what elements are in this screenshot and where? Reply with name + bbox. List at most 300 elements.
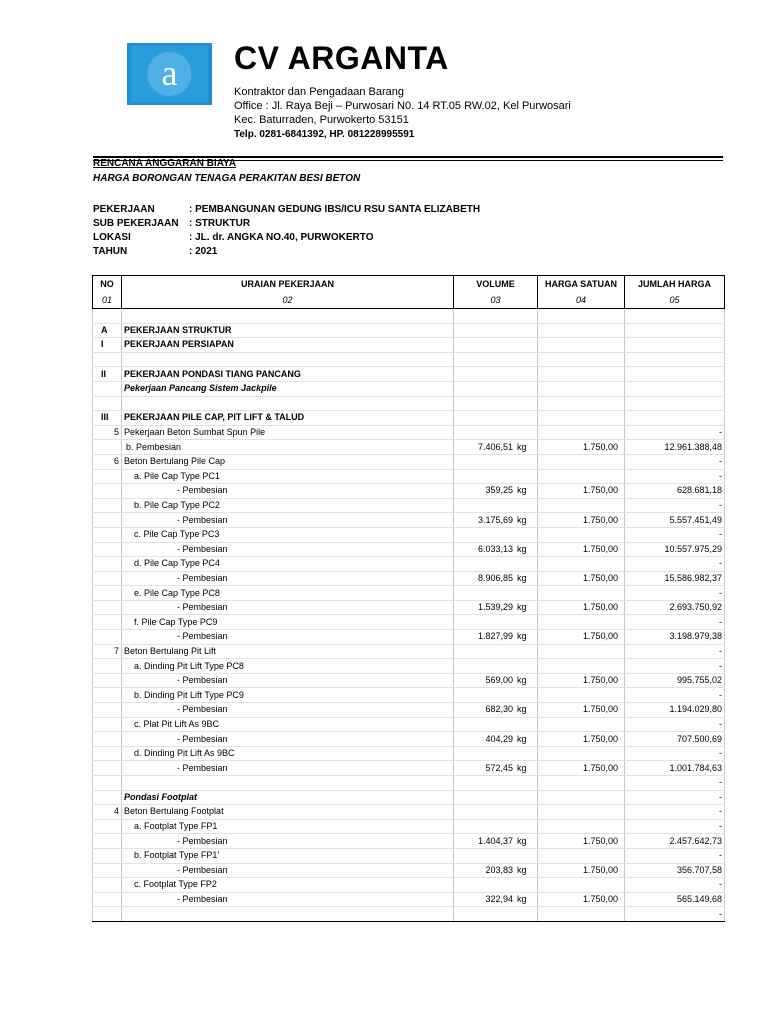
volume-value: 3.175,69 xyxy=(477,514,513,525)
project-info xyxy=(93,203,480,259)
table-row xyxy=(93,892,725,907)
cell-jumlah-harga: - xyxy=(625,746,725,761)
cell-volume xyxy=(454,571,538,586)
cell-uraian: Beton Bertulang Footplat xyxy=(122,805,454,820)
cell-volume xyxy=(454,381,538,396)
volume-value: 6.033,13 xyxy=(477,543,513,554)
code-jumlah-harga: 05 xyxy=(625,294,725,309)
cell-uraian: - Pembesian xyxy=(122,571,454,586)
cell-volume xyxy=(454,557,538,572)
table-row xyxy=(93,367,725,382)
logo-letter: a xyxy=(161,53,178,93)
cell-volume xyxy=(454,761,538,776)
table-row xyxy=(93,659,725,674)
cell-no: II xyxy=(93,367,122,382)
cell-no xyxy=(93,776,122,791)
table-row xyxy=(93,454,725,469)
cell-jumlah-harga: - xyxy=(625,688,725,703)
volume-value: 682,30 xyxy=(485,704,513,715)
cell-uraian: d. Pile Cap Type PC4 xyxy=(122,557,454,572)
cell-harga-satuan xyxy=(538,411,625,426)
cell-no xyxy=(93,673,122,688)
cell-jumlah-harga: - xyxy=(625,498,725,513)
table-row xyxy=(93,644,725,659)
cell-no xyxy=(93,440,122,455)
cell-no xyxy=(93,878,122,893)
volume-value: 572,45 xyxy=(485,762,513,773)
cell-uraian: - Pembesian xyxy=(122,673,454,688)
volume-unit: kg xyxy=(517,485,527,496)
cell-uraian: - Pembesian xyxy=(122,630,454,645)
cell-volume xyxy=(454,688,538,703)
cell-jumlah-harga: - xyxy=(625,644,725,659)
cell-no xyxy=(93,542,122,557)
cell-jumlah-harga: - xyxy=(625,717,725,732)
cell-harga-satuan: 1.750,00 xyxy=(538,600,625,615)
cell-jumlah-harga xyxy=(625,309,725,324)
table-row xyxy=(93,834,725,849)
cell-no xyxy=(93,907,122,922)
table-row xyxy=(93,746,725,761)
cell-jumlah-harga: - xyxy=(625,586,725,601)
cell-jumlah-harga: - xyxy=(625,776,725,791)
cell-harga-satuan xyxy=(538,717,625,732)
cell-volume xyxy=(454,425,538,440)
cell-uraian: - Pembesian xyxy=(122,600,454,615)
volume-unit: kg xyxy=(517,543,527,554)
cell-jumlah-harga: 2.693.750,92 xyxy=(625,600,725,615)
volume-unit: kg xyxy=(517,835,527,846)
cell-harga-satuan xyxy=(538,338,625,353)
volume-value: 203,83 xyxy=(485,864,513,875)
cell-harga-satuan: 1.750,00 xyxy=(538,484,625,499)
volume-value: 8.906,85 xyxy=(477,572,513,583)
cell-no xyxy=(93,761,122,776)
cell-jumlah-harga: 3.198.979,38 xyxy=(625,630,725,645)
cell-uraian: - Pembesian xyxy=(122,484,454,499)
cell-volume xyxy=(454,338,538,353)
cell-volume xyxy=(454,703,538,718)
cell-no xyxy=(93,717,122,732)
cell-jumlah-harga: 356.707,58 xyxy=(625,863,725,878)
table-row xyxy=(93,440,725,455)
table-row xyxy=(93,352,725,367)
cell-uraian xyxy=(122,907,454,922)
table-row xyxy=(93,863,725,878)
cell-uraian: c. Pile Cap Type PC3 xyxy=(122,527,454,542)
cell-no xyxy=(93,527,122,542)
cell-uraian: PEKERJAAN PONDASI TIANG PANCANG xyxy=(122,367,454,382)
cell-harga-satuan xyxy=(538,352,625,367)
volume-unit: kg xyxy=(517,675,527,686)
cell-harga-satuan xyxy=(538,776,625,791)
cell-no xyxy=(93,469,122,484)
cell-volume xyxy=(454,309,538,324)
cell-no xyxy=(93,688,122,703)
cell-uraian: a. Footplat Type FP1 xyxy=(122,819,454,834)
cell-volume xyxy=(454,848,538,863)
cell-no xyxy=(93,381,122,396)
code-harga-satuan: 04 xyxy=(538,294,625,309)
volume-unit: kg xyxy=(517,894,527,905)
cell-volume xyxy=(454,892,538,907)
cell-volume xyxy=(454,746,538,761)
volume-value: 404,29 xyxy=(485,733,513,744)
table-row xyxy=(93,688,725,703)
cell-no xyxy=(93,790,122,805)
cell-jumlah-harga: 707.500,69 xyxy=(625,732,725,747)
cell-no xyxy=(93,834,122,849)
cell-volume xyxy=(454,484,538,499)
cell-jumlah-harga xyxy=(625,352,725,367)
cell-volume xyxy=(454,732,538,747)
cell-uraian: - Pembesian xyxy=(122,513,454,528)
cell-jumlah-harga: - xyxy=(625,805,725,820)
cell-no: III xyxy=(93,411,122,426)
document-title: RENCANA ANGGARAN BIAYA xyxy=(93,158,236,169)
cell-no xyxy=(93,309,122,324)
cell-volume xyxy=(454,600,538,615)
cell-uraian: PEKERJAAN PILE CAP, PIT LIFT & TALUD xyxy=(122,411,454,426)
contact-line: Telp. 0281-6841392, HP. 081228995591 xyxy=(234,129,415,140)
header-jumlah-harga: JUMLAH HARGA xyxy=(625,276,725,294)
cell-uraian: - Pembesian xyxy=(122,892,454,907)
cell-volume xyxy=(454,673,538,688)
table-row xyxy=(93,498,725,513)
cell-no xyxy=(93,571,122,586)
cell-volume xyxy=(454,615,538,630)
table-row xyxy=(93,805,725,820)
cell-volume xyxy=(454,498,538,513)
cell-harga-satuan xyxy=(538,498,625,513)
cell-harga-satuan xyxy=(538,396,625,411)
cell-jumlah-harga xyxy=(625,411,725,426)
info-row-lokasi: LOKASI : JL. dr. ANGKA NO.40, PURWOKERTO xyxy=(93,232,374,243)
cell-jumlah-harga: - xyxy=(625,790,725,805)
cell-uraian: - Pembesian xyxy=(122,863,454,878)
cell-uraian: b. Dinding Pit Lift Type PC9 xyxy=(122,688,454,703)
table-row xyxy=(93,338,725,353)
cell-harga-satuan xyxy=(538,907,625,922)
cell-volume xyxy=(454,352,538,367)
cell-no: 5 xyxy=(93,425,122,440)
table-row xyxy=(93,309,725,324)
cell-harga-satuan xyxy=(538,848,625,863)
cell-harga-satuan xyxy=(538,367,625,382)
address-line-3: Kec. Baturraden, Purwokerto 53151 xyxy=(234,114,409,126)
cell-no xyxy=(93,600,122,615)
cell-no xyxy=(93,557,122,572)
table-row xyxy=(93,776,725,791)
cell-harga-satuan xyxy=(538,819,625,834)
cell-harga-satuan xyxy=(538,454,625,469)
cell-harga-satuan xyxy=(538,425,625,440)
cell-uraian: Beton Bertulang Pit Lift xyxy=(122,644,454,659)
cell-jumlah-harga: - xyxy=(625,907,725,922)
cell-volume xyxy=(454,469,538,484)
table-row xyxy=(93,513,725,528)
cell-volume xyxy=(454,819,538,834)
cell-harga-satuan xyxy=(538,557,625,572)
cell-uraian xyxy=(122,309,454,324)
cell-uraian: b. Pile Cap Type PC2 xyxy=(122,498,454,513)
table-row xyxy=(93,323,725,338)
cell-jumlah-harga: - xyxy=(625,425,725,440)
cell-harga-satuan: 1.750,00 xyxy=(538,892,625,907)
cell-jumlah-harga: - xyxy=(625,527,725,542)
cell-jumlah-harga: 565.149,68 xyxy=(625,892,725,907)
table-row xyxy=(93,703,725,718)
cell-volume xyxy=(454,644,538,659)
volume-value: 569,00 xyxy=(485,675,513,686)
cell-harga-satuan: 1.750,00 xyxy=(538,542,625,557)
cell-no xyxy=(93,746,122,761)
cell-no xyxy=(93,732,122,747)
cell-jumlah-harga: 995.755,02 xyxy=(625,673,725,688)
table-row xyxy=(93,484,725,499)
cell-uraian: b. Pembesian xyxy=(122,440,454,455)
cell-no xyxy=(93,892,122,907)
cell-uraian: f. Pile Cap Type PC9 xyxy=(122,615,454,630)
cell-no xyxy=(93,484,122,499)
cell-harga-satuan xyxy=(538,469,625,484)
cell-volume xyxy=(454,440,538,455)
table-row xyxy=(93,819,725,834)
cell-uraian: a. Dinding Pit Lift Type PC8 xyxy=(122,659,454,674)
code-uraian: 02 xyxy=(122,294,454,309)
table-row xyxy=(93,848,725,863)
cell-volume xyxy=(454,542,538,557)
table-row xyxy=(93,761,725,776)
cell-no xyxy=(93,848,122,863)
table-row xyxy=(93,586,725,601)
cell-jumlah-harga: 5.557.451,49 xyxy=(625,513,725,528)
code-volume: 03 xyxy=(454,294,538,309)
volume-unit: kg xyxy=(517,864,527,875)
volume-value: 1.404,37 xyxy=(477,835,513,846)
table-row xyxy=(93,469,725,484)
cell-uraian: b. Footplat Type FP1' xyxy=(122,848,454,863)
cell-uraian: Pekerjaan Beton Sumbat Spun Pile xyxy=(122,425,454,440)
cell-uraian: PEKERJAAN STRUKTUR xyxy=(122,323,454,338)
cell-harga-satuan xyxy=(538,309,625,324)
volume-value: 1.827,99 xyxy=(477,631,513,642)
cell-no: 7 xyxy=(93,644,122,659)
company-logo xyxy=(127,43,212,105)
address-line-2: Office : Jl. Raya Beji – Purwosari N0. 14 RT.05 RW.02, Kel Purwosari xyxy=(234,100,571,112)
cell-harga-satuan xyxy=(538,615,625,630)
cell-harga-satuan xyxy=(538,527,625,542)
table-row xyxy=(93,527,725,542)
cell-jumlah-harga: - xyxy=(625,819,725,834)
cell-volume xyxy=(454,834,538,849)
cell-uraian: Pondasi Footplat xyxy=(122,790,454,805)
volume-unit: kg xyxy=(517,704,527,715)
cell-no xyxy=(93,659,122,674)
cell-volume xyxy=(454,630,538,645)
volume-unit: kg xyxy=(517,572,527,583)
cell-volume xyxy=(454,863,538,878)
cell-jumlah-harga: - xyxy=(625,557,725,572)
table-row xyxy=(93,732,725,747)
cell-volume xyxy=(454,367,538,382)
cell-no xyxy=(93,615,122,630)
table-row xyxy=(93,381,725,396)
cell-volume xyxy=(454,527,538,542)
cell-jumlah-harga: 10.557.975,29 xyxy=(625,542,725,557)
cell-volume xyxy=(454,454,538,469)
table-row xyxy=(93,411,725,426)
cell-uraian xyxy=(122,396,454,411)
cell-volume xyxy=(454,396,538,411)
cell-volume xyxy=(454,805,538,820)
cell-jumlah-harga: 2.457.642,73 xyxy=(625,834,725,849)
cell-jumlah-harga xyxy=(625,323,725,338)
table-row xyxy=(93,557,725,572)
cell-jumlah-harga: - xyxy=(625,659,725,674)
cell-volume xyxy=(454,513,538,528)
code-no: 01 xyxy=(93,294,122,309)
cell-uraian: Beton Bertulang Pile Cap xyxy=(122,454,454,469)
cell-jumlah-harga: - xyxy=(625,454,725,469)
header-volume: VOLUME xyxy=(454,276,538,294)
cell-volume xyxy=(454,659,538,674)
cell-uraian: Pekerjaan Pancang Sistem Jackpile xyxy=(122,381,454,396)
volume-unit: kg xyxy=(517,631,527,642)
cell-uraian: - Pembesian xyxy=(122,834,454,849)
table-row xyxy=(93,542,725,557)
cell-uraian: c. Plat Pit Lift As 9BC xyxy=(122,717,454,732)
cell-no xyxy=(93,863,122,878)
cell-harga-satuan: 1.750,00 xyxy=(538,703,625,718)
cell-jumlah-harga: 1.001.784,63 xyxy=(625,761,725,776)
cell-harga-satuan: 1.750,00 xyxy=(538,571,625,586)
cell-harga-satuan xyxy=(538,323,625,338)
cell-harga-satuan xyxy=(538,790,625,805)
cell-volume xyxy=(454,776,538,791)
document-subtitle: HARGA BORONGAN TENAGA PERAKITAN BESI BETON xyxy=(93,173,361,184)
table-row xyxy=(93,790,725,805)
cell-harga-satuan: 1.750,00 xyxy=(538,761,625,776)
volume-unit: kg xyxy=(517,514,527,525)
cell-volume xyxy=(454,790,538,805)
cell-uraian xyxy=(122,352,454,367)
table-row xyxy=(93,630,725,645)
table-row xyxy=(93,571,725,586)
volume-unit: kg xyxy=(517,733,527,744)
cell-no xyxy=(93,513,122,528)
cell-jumlah-harga: 12.961.388,48 xyxy=(625,440,725,455)
cell-no: I xyxy=(93,338,122,353)
header-harga-satuan: HARGA SATUAN xyxy=(538,276,625,294)
cell-uraian xyxy=(122,776,454,791)
cell-no: A xyxy=(93,323,122,338)
cell-no xyxy=(93,819,122,834)
cell-jumlah-harga: - xyxy=(625,615,725,630)
cell-harga-satuan: 1.750,00 xyxy=(538,513,625,528)
cell-harga-satuan xyxy=(538,805,625,820)
cell-jumlah-harga: - xyxy=(625,469,725,484)
volume-value: 7.406,51 xyxy=(477,441,513,452)
table-row xyxy=(93,396,725,411)
cell-uraian: PEKERJAAN PERSIAPAN xyxy=(122,338,454,353)
cell-uraian: d. Dinding Pit Lift As 9BC xyxy=(122,746,454,761)
cell-volume xyxy=(454,586,538,601)
cell-harga-satuan xyxy=(538,688,625,703)
cell-jumlah-harga: 628.681,18 xyxy=(625,484,725,499)
cell-jumlah-harga xyxy=(625,396,725,411)
cell-uraian: - Pembesian xyxy=(122,542,454,557)
cell-no: 4 xyxy=(93,805,122,820)
address-line-1: Kontraktor dan Pengadaan Barang xyxy=(234,86,405,98)
cell-volume xyxy=(454,323,538,338)
cell-harga-satuan: 1.750,00 xyxy=(538,630,625,645)
cell-no xyxy=(93,703,122,718)
table-row xyxy=(93,717,725,732)
volume-unit: kg xyxy=(517,762,527,773)
budget-table xyxy=(92,275,725,922)
cell-no xyxy=(93,630,122,645)
cell-uraian: - Pembesian xyxy=(122,703,454,718)
cell-volume xyxy=(454,907,538,922)
volume-value: 1.539,29 xyxy=(477,602,513,613)
cell-harga-satuan: 1.750,00 xyxy=(538,732,625,747)
cell-harga-satuan xyxy=(538,381,625,396)
cell-volume xyxy=(454,717,538,732)
cell-uraian: - Pembesian xyxy=(122,732,454,747)
company-name: CV ARGANTA xyxy=(234,40,449,76)
cell-volume xyxy=(454,411,538,426)
cell-jumlah-harga: - xyxy=(625,848,725,863)
cell-harga-satuan xyxy=(538,644,625,659)
cell-volume xyxy=(454,878,538,893)
table-row xyxy=(93,615,725,630)
cell-no xyxy=(93,586,122,601)
volume-unit: kg xyxy=(517,602,527,613)
header-uraian: URAIAN PEKERJAAN xyxy=(122,276,454,294)
table-row xyxy=(93,878,725,893)
cell-no xyxy=(93,352,122,367)
info-row-sub-pekerjaan: SUB PEKERJAAN : STRUKTUR xyxy=(93,218,251,229)
cell-harga-satuan: 1.750,00 xyxy=(538,863,625,878)
cell-jumlah-harga xyxy=(625,338,725,353)
cell-jumlah-harga xyxy=(625,381,725,396)
cell-jumlah-harga: - xyxy=(625,878,725,893)
info-row-pekerjaan: PEKERJAAN : PEMBANGUNAN GEDUNG IBS/ICU RSU SANTA ELIZABETH xyxy=(93,204,481,215)
table-row xyxy=(93,600,725,615)
cell-harga-satuan xyxy=(538,878,625,893)
cell-harga-satuan xyxy=(538,659,625,674)
header-no: NO xyxy=(93,276,122,294)
cell-jumlah-harga: 1.194.029,80 xyxy=(625,703,725,718)
cell-jumlah-harga xyxy=(625,367,725,382)
cell-uraian: e. Pile Cap Type PC8 xyxy=(122,586,454,601)
cell-jumlah-harga: 15.586.982,37 xyxy=(625,571,725,586)
table-row xyxy=(93,907,725,922)
table-row xyxy=(93,425,725,440)
cell-uraian: - Pembesian xyxy=(122,761,454,776)
cell-uraian: a. Pile Cap Type PC1 xyxy=(122,469,454,484)
cell-harga-satuan: 1.750,00 xyxy=(538,834,625,849)
volume-unit: kg xyxy=(517,441,527,452)
table-row xyxy=(93,673,725,688)
info-row-tahun: TAHUN : 2021 xyxy=(93,246,218,257)
cell-harga-satuan xyxy=(538,746,625,761)
cell-harga-satuan xyxy=(538,586,625,601)
volume-value: 322,94 xyxy=(485,894,513,905)
cell-harga-satuan: 1.750,00 xyxy=(538,440,625,455)
cell-uraian: c. Footplat Type FP2 xyxy=(122,878,454,893)
